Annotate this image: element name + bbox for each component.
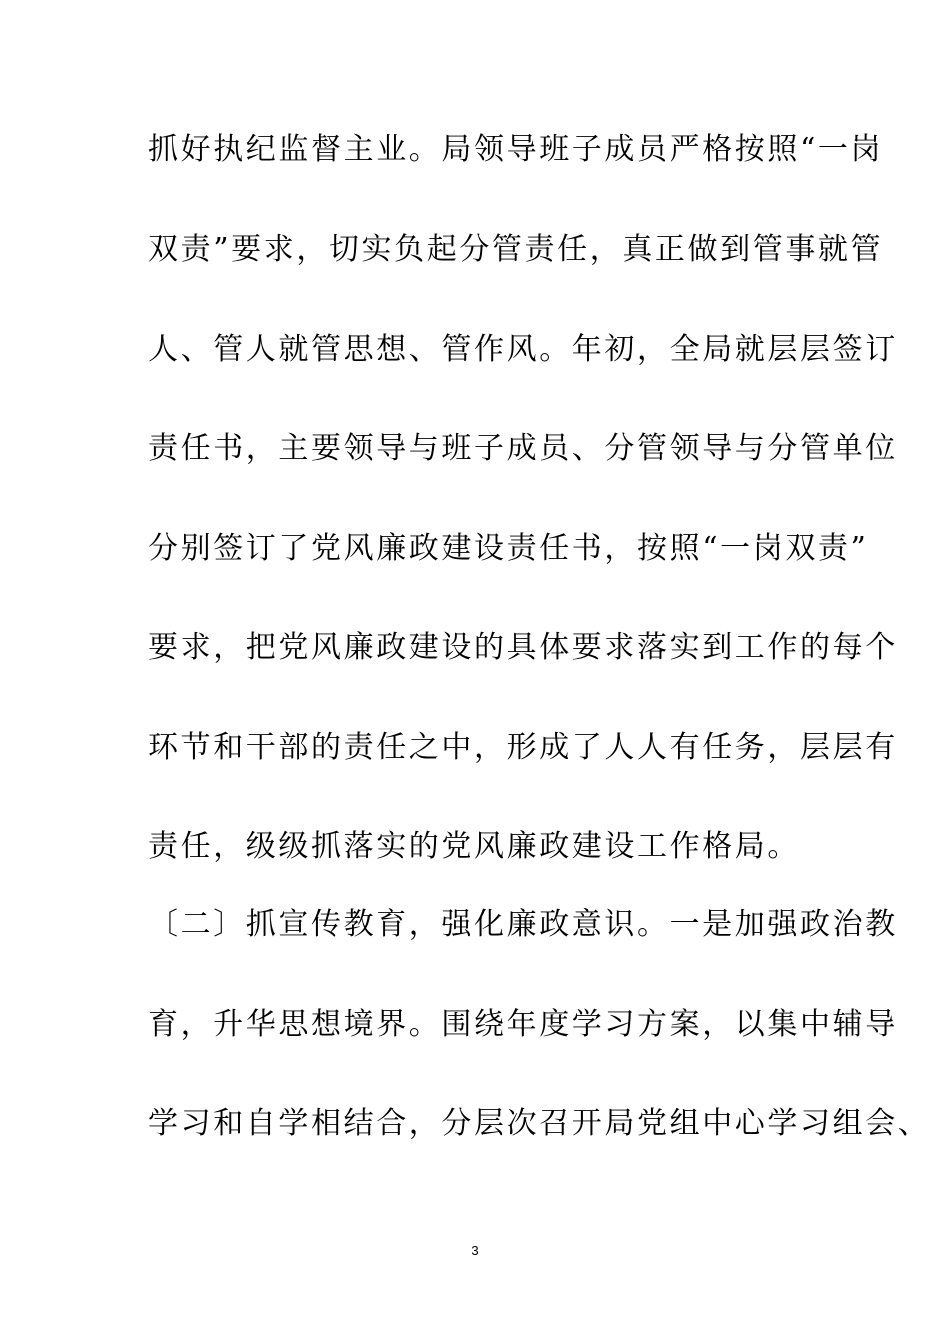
text-line: 要求，把党风廉政建设的具体要求落实到工作的每个 xyxy=(148,630,898,665)
text-line: 育，升华思想境界。围绕年度学习方案，以集中辅导 xyxy=(148,1007,898,1042)
text-line: 责任书，主要领导与班子成员、分管领导与分管单位 xyxy=(148,431,898,466)
text-line: 责任，级级抓落实的党风廉政建设工作格局。 xyxy=(148,829,800,864)
section-heading-line: 〔二〕抓宣传教育，强化廉政意识。一是加强政治教 xyxy=(148,907,898,942)
page-number: 3 xyxy=(471,1243,479,1258)
text-line: 双责”要求，切实负起分管责任，真正做到管事就管 xyxy=(148,232,884,267)
text-line: 学习和自学相结合，分层次召开局党组中心学习组会、 xyxy=(148,1106,931,1141)
text-line: 人、管人就管思想、管作风。年初，全局就层层签订 xyxy=(148,332,898,367)
text-line: 抓好执纪监督主业。局领导班子成员严格按照“一岗 xyxy=(148,132,884,167)
text-line: 环节和干部的责任之中，形成了人人有任务，层层有 xyxy=(148,730,898,765)
text-line: 分别签订了党风廉政建设责任书，按照“一岗双责” xyxy=(148,531,869,566)
